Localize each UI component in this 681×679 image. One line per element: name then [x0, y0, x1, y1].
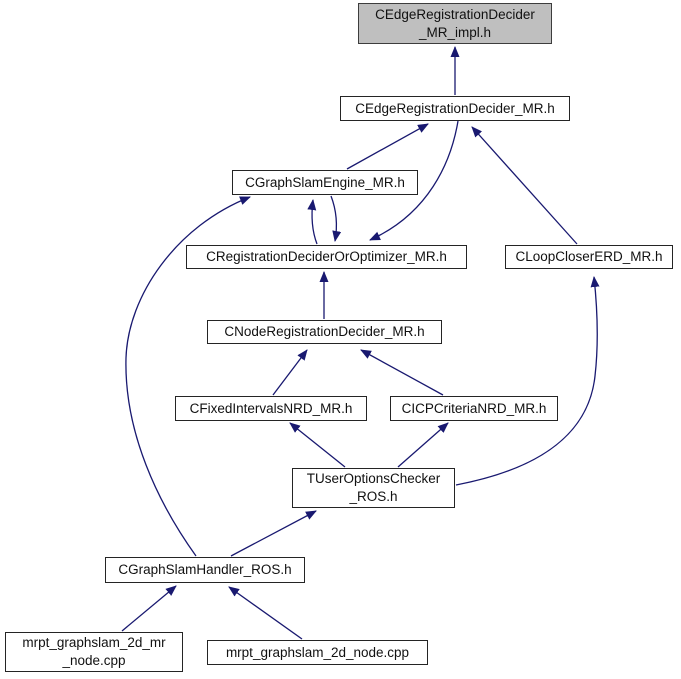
graph-node-label: CNodeRegistrationDecider_MR.h — [224, 324, 425, 339]
graph-node-handler[interactable] — [105, 557, 305, 583]
edge-tuser-to-icpnrd — [398, 423, 448, 467]
edge-handler-to-tuser — [231, 511, 316, 556]
graph-node-label: mrpt_graphslam_2d_mr — [22, 635, 166, 650]
edge-icpnrd-to-nodereg — [361, 350, 443, 395]
graph-node-fixednrd[interactable] — [175, 396, 367, 421]
graph-node-label: _node.cpp — [62, 653, 126, 668]
graph-node-label: TUserOptionsChecker — [306, 471, 441, 486]
graph-node-icpnrd[interactable] — [390, 396, 558, 421]
edge-node-cpp-to-handler — [229, 587, 302, 639]
graph-node-label: CGraphSlamHandler_ROS.h — [118, 562, 292, 577]
graph-node-label: CLoopCloserERD_MR.h — [515, 249, 663, 264]
edge-loopcloser-to-edge-mr — [472, 127, 577, 244]
edge-tuser-to-fixednrd — [290, 423, 345, 467]
graph-node-label: CEdgeRegistrationDecider_MR.h — [355, 100, 555, 116]
graph-node-mr-node[interactable] — [5, 632, 183, 672]
graph-node-label: CFixedIntervalsNRD_MR.h — [189, 400, 353, 416]
graph-node-engine[interactable] — [232, 170, 418, 195]
graph-node-nodereg[interactable] — [207, 320, 442, 344]
graph-node-label: CEdgeRegistrationDecider — [375, 6, 535, 22]
graph-node-impl[interactable] — [358, 3, 552, 44]
graph-node-regdec[interactable] — [186, 245, 467, 269]
graph-node-label: CGraphSlamEngine_MR.h — [245, 174, 405, 190]
graph-node-tuser[interactable] — [292, 468, 455, 508]
graph-node-label: CRegistrationDeciderOrOptimizer_MR.h — [206, 249, 447, 264]
edge-engine-to-edge-mr — [347, 124, 428, 169]
graph-node-label: mrpt_graphslam_2d_node.cpp — [225, 644, 410, 660]
graph-node-label: CICPCriteriaNRD_MR.h — [401, 400, 547, 416]
graph-node-label: _ROS.h — [349, 489, 398, 504]
graph-node-label: _MR_impl.h — [418, 24, 492, 40]
edge-tuser-to-loopcloser — [456, 277, 597, 485]
graph-node-edge-mr[interactable] — [340, 96, 570, 121]
graph-node-loopcloser[interactable] — [505, 245, 673, 269]
edge-regdec-to-engine — [312, 200, 317, 244]
edge-engine-to-regdec — [331, 196, 336, 241]
edge-mr-node-to-handler — [122, 586, 176, 631]
graph-node-node-cpp[interactable] — [207, 640, 428, 665]
edge-fixednrd-to-nodereg — [273, 350, 307, 395]
